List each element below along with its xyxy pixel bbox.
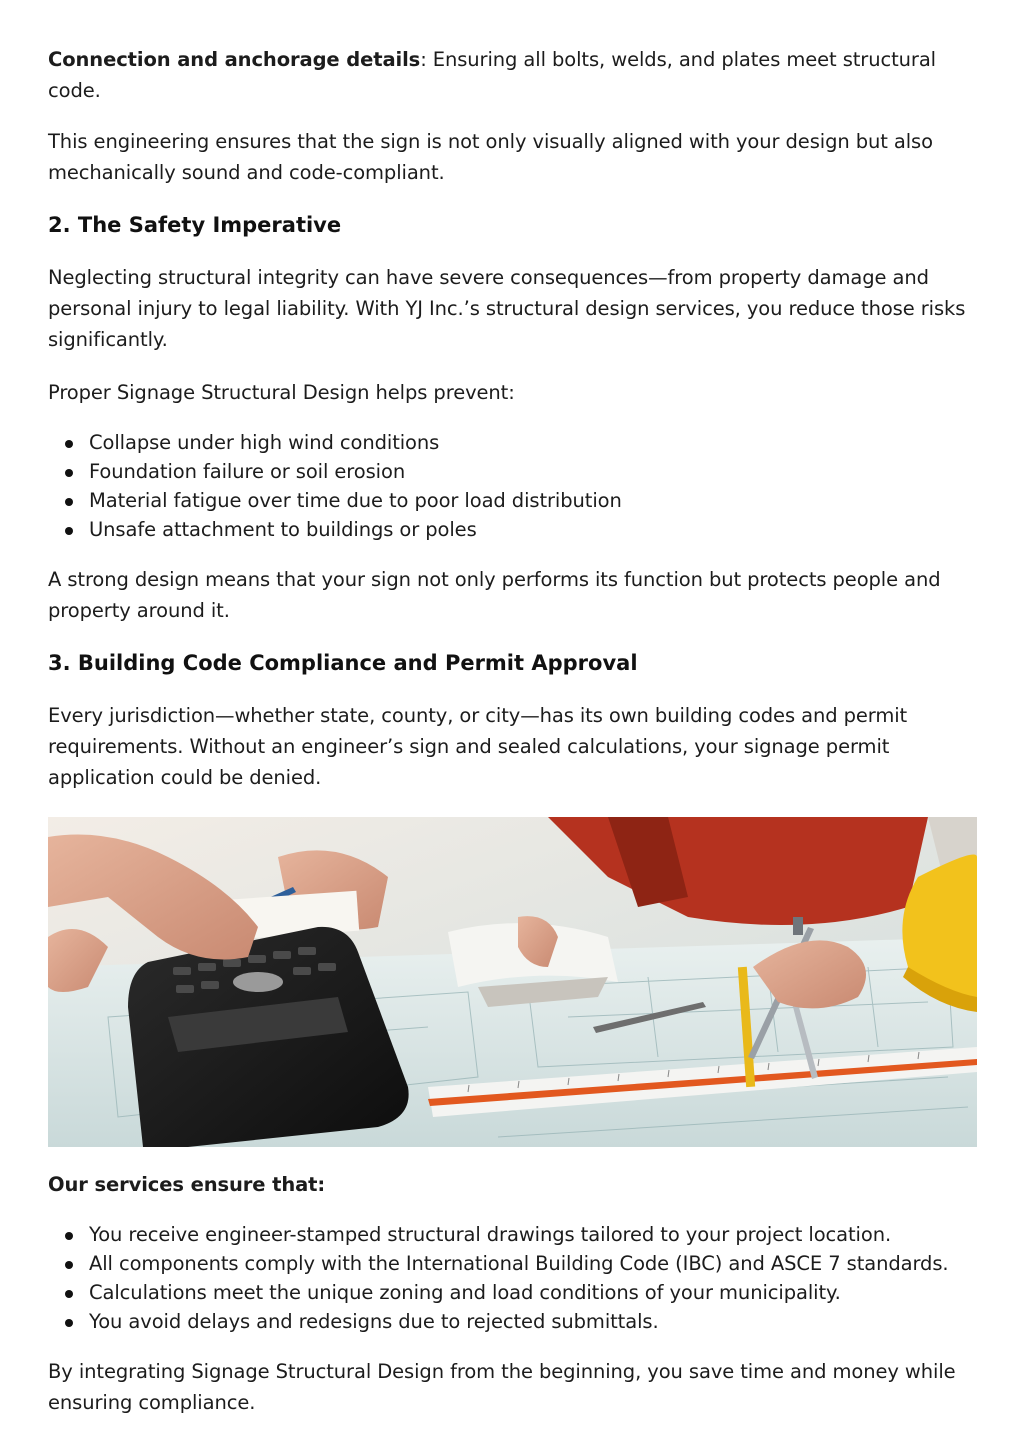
prevention-list xyxy=(48,428,978,544)
compliance-paragraph: Every jurisdiction—whether state, county, or city—has its own building codes and permit requirements. Without an engineer’s sign and sealed calculations, your signage permit application could be denied. xyxy=(48,704,908,789)
safety-heading: 2. The Safety Imperative xyxy=(48,213,342,237)
safety-closing: A strong design means that your sign not only performs its function but protects people and property around it. xyxy=(48,568,941,622)
services-heading: Our services ensure that: xyxy=(48,1173,326,1196)
list-item: Calculations meet the unique zoning and load conditions of your municipality. xyxy=(89,1278,978,1307)
article-body xyxy=(48,44,978,1418)
list-item: You avoid delays and redesigns due to rejected submittals. xyxy=(89,1307,978,1336)
prevention-lead: Proper Signage Structural Design helps prevent: xyxy=(48,381,515,404)
anchorage-details-label: Connection and anchorage details xyxy=(48,48,421,71)
safety-paragraph: Neglecting structural integrity can have severe consequences—from property damage and personal injury to legal liability. With YJ Inc.’s structural design services, you reduce those risks significantly. xyxy=(48,266,966,351)
list-item: Foundation failure or soil erosion xyxy=(89,457,978,486)
anchorage-details-item xyxy=(48,44,978,106)
engineering-photo xyxy=(48,817,977,1147)
services-list xyxy=(48,1220,978,1336)
engineering-summary: This engineering ensures that the sign is not only visually aligned with your design but also mechanically sound and code-compliant. xyxy=(48,130,933,184)
anchorage-details-text: : Ensuring all bolts, welds, and plates meet structural code. xyxy=(48,48,936,102)
list-item: Material fatigue over time due to poor load distribution xyxy=(89,486,978,515)
compliance-closing: By integrating Signage Structural Design from the beginning, you save time and money while ensuring compliance. xyxy=(48,1360,956,1414)
compliance-heading: 3. Building Code Compliance and Permit Approval xyxy=(48,651,638,675)
list-item: All components comply with the International Building Code (IBC) and ASCE 7 standards. xyxy=(89,1249,978,1278)
list-item: Collapse under high wind conditions xyxy=(89,428,978,457)
list-item: Unsafe attachment to buildings or poles xyxy=(89,515,978,544)
list-item: You receive engineer-stamped structural drawings tailored to your project location. xyxy=(89,1220,978,1249)
